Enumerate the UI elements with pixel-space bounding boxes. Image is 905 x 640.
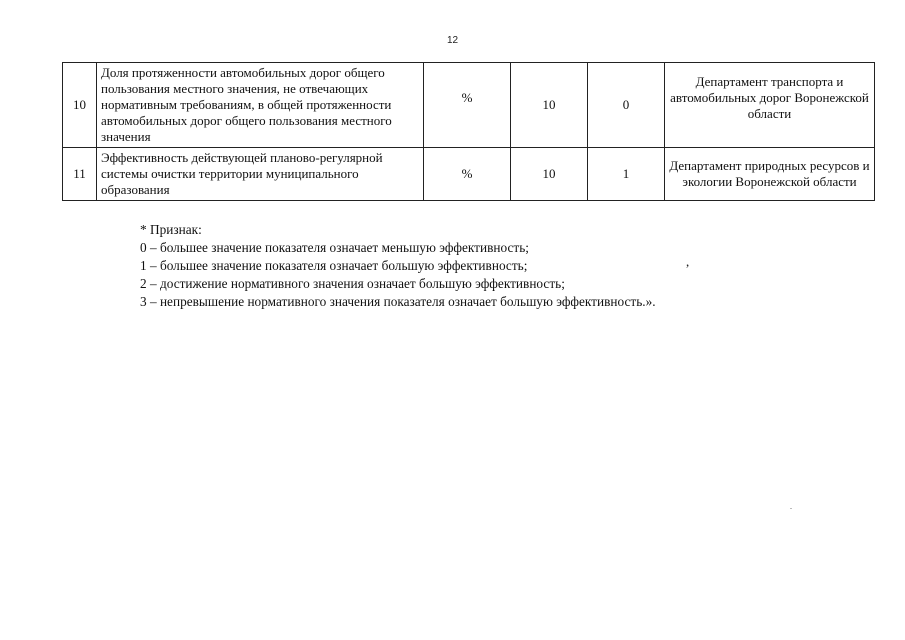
indicator-name: Доля протяженности автомобильных дорог общего пользования местного значения, не отвечающих нормативным требованиям, в общей протяженности автомобильных дорог общего пользования местного значения <box>97 63 424 148</box>
unit-cell <box>424 63 511 148</box>
footnote-item: 1 – большее значение показателя означает большую эффективность; <box>140 258 528 273</box>
scan-speck <box>790 508 792 509</box>
responsible-department: Департамент природных ресурсов и экологии Воронежской области <box>665 148 875 201</box>
unit: % <box>461 90 473 105</box>
footnote <box>140 221 656 311</box>
indicator-name: Эффективность действующей планово-регулярной системы очистки территории муниципального образования <box>97 148 424 201</box>
row-number: 10 <box>63 63 97 148</box>
page-number: 12 <box>446 35 459 46</box>
responsible-department: Департамент транспорта и автомобильных дорог Воронежской области <box>670 74 869 121</box>
indicator-value: 10 <box>511 148 588 201</box>
indicator-sign: 1 <box>588 148 665 201</box>
row-number: 11 <box>63 148 97 201</box>
indicator-sign: 0 <box>588 63 665 148</box>
stray-comma-mark: , <box>686 254 690 269</box>
footnote-title: * Признак: <box>140 222 202 237</box>
footnote-item: 2 – достижение нормативного значения означает большую эффективность; <box>140 276 565 291</box>
responsible-cell <box>665 63 875 148</box>
indicators-table <box>62 62 875 201</box>
indicator-value: 10 <box>511 63 588 148</box>
unit: % <box>424 148 511 201</box>
footnote-item: 0 – большее значение показателя означает меньшую эффективность; <box>140 240 529 255</box>
table-row <box>63 63 875 148</box>
table-row <box>63 148 875 201</box>
footnote-item: 3 – непревышение нормативного значения показателя означает большую эффективность.». <box>140 294 656 309</box>
